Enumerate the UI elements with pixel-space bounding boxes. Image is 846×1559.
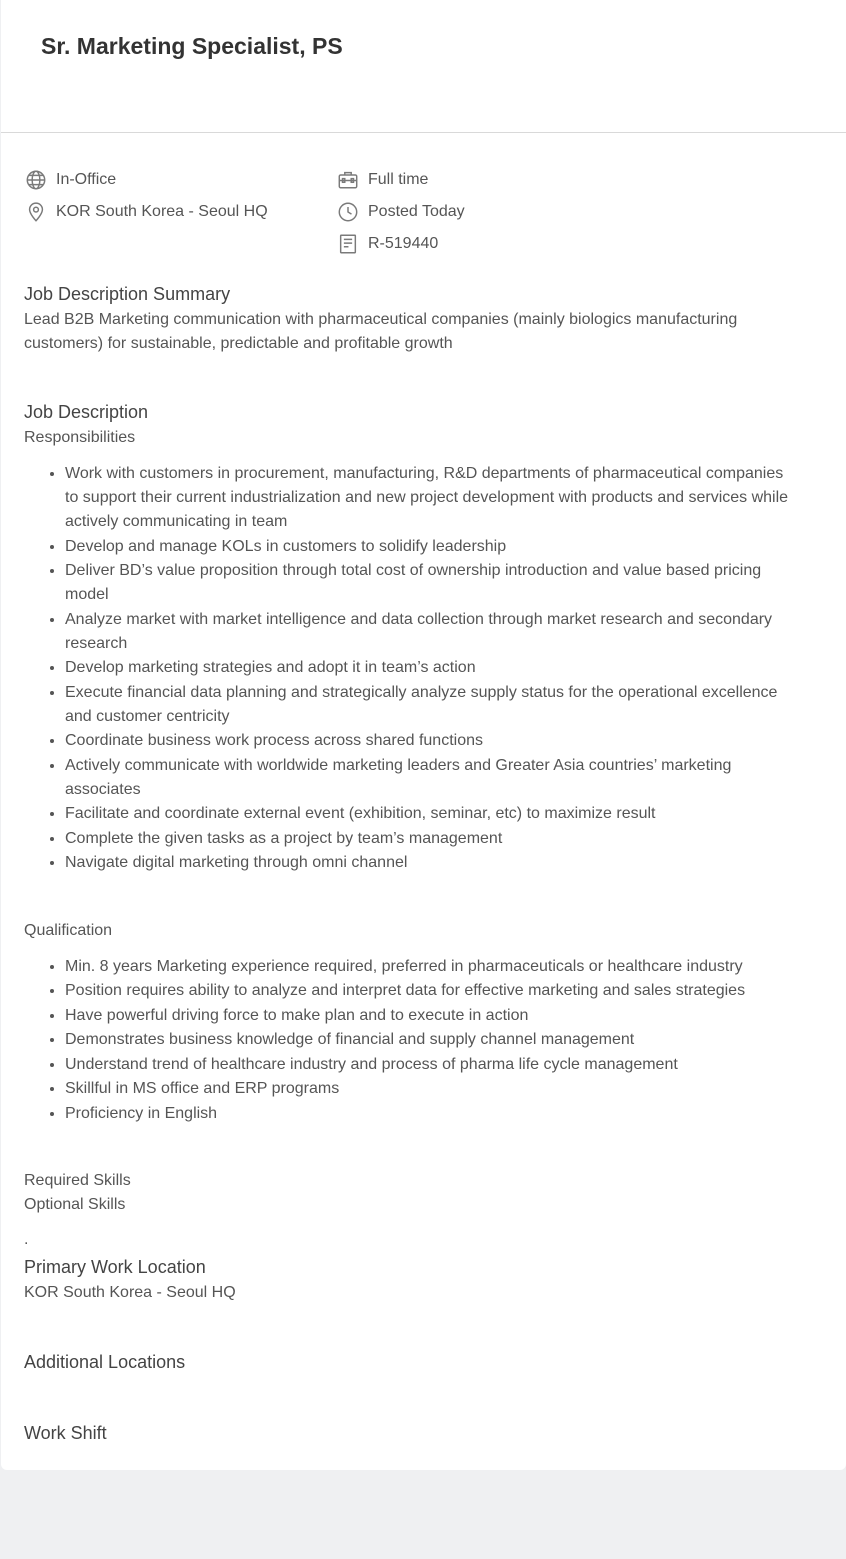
primary-location-value: KOR South Korea - Seoul HQ bbox=[24, 1284, 236, 1301]
list-item: • Analyze market with market intelligence and data collection through market research and secondary research bbox=[65, 608, 794, 656]
list-item: • Navigate digital marketing through omni channel bbox=[65, 851, 794, 875]
posted-date-value: Posted Today bbox=[368, 203, 465, 220]
description-heading: Job Description bbox=[24, 402, 149, 422]
employment-type bbox=[336, 164, 465, 196]
job-location bbox=[24, 196, 268, 228]
optional-skills-label: Optional Skills bbox=[24, 1196, 126, 1213]
list-item: • Facilitate and coordinate external event (exhibition, seminar, etc) to maximize result bbox=[65, 802, 794, 826]
required-skills-label: Required Skills bbox=[24, 1172, 131, 1189]
job-card bbox=[1, 0, 846, 1470]
briefcase-icon bbox=[336, 168, 360, 192]
list-item: • Execute financial data planning and strategically analyze supply status for the operational excellence and customer centricity bbox=[65, 681, 794, 729]
work-mode-value: In-Office bbox=[56, 171, 117, 188]
primary-location-heading: Primary Work Location bbox=[24, 1257, 206, 1277]
job-meta bbox=[24, 164, 824, 260]
clock-icon bbox=[336, 200, 360, 224]
location-pin-icon bbox=[24, 200, 48, 224]
work-mode bbox=[24, 164, 268, 196]
requisition-id-value: R-519440 bbox=[368, 235, 439, 252]
list-item: • Complete the given tasks as a project by team’s management bbox=[65, 827, 794, 851]
qualification-label: Qualification bbox=[24, 921, 113, 939]
globe-icon bbox=[24, 168, 48, 192]
separator-dot: . bbox=[24, 1231, 29, 1248]
job-content bbox=[24, 280, 794, 1447]
additional-locations-heading: Additional Locations bbox=[24, 1352, 186, 1372]
list-item: • Develop marketing strategies and adopt it in team’s action bbox=[65, 656, 794, 680]
responsibilities-label: Responsibilities bbox=[24, 429, 136, 446]
job-header bbox=[1, 0, 846, 133]
employment-type-value: Full time bbox=[368, 171, 429, 188]
list-item: • Coordinate business work process across shared functions bbox=[65, 729, 794, 753]
job-title: Sr. Marketing Specialist, PS bbox=[41, 33, 343, 59]
requisition-id bbox=[336, 228, 465, 260]
summary-heading: Job Description Summary bbox=[24, 284, 231, 304]
list-item: • Deliver BD’s value proposition through total cost of ownership introduction and value based pricing model bbox=[65, 559, 794, 607]
list-item: • Demonstrates business knowledge of financial and supply channel management bbox=[65, 1028, 794, 1052]
responsibilities-list bbox=[24, 462, 794, 875]
posted-date bbox=[336, 196, 465, 228]
list-item: • Work with customers in procurement, manufacturing, R&D departments of pharmaceutical companies to support their current industrialization and new project development with products and services while actively communicating in team bbox=[65, 462, 794, 534]
list-item: • Min. 8 years Marketing experience required, preferred in pharmaceuticals or healthcare industry bbox=[65, 955, 794, 979]
qualifications-list bbox=[24, 955, 794, 1126]
list-item: • Understand trend of healthcare industry and process of pharma life cycle management bbox=[65, 1053, 794, 1077]
document-icon bbox=[336, 232, 360, 256]
list-item: • Position requires ability to analyze and interpret data for effective marketing and sales strategies bbox=[65, 979, 794, 1003]
list-item: • Proficiency in English bbox=[65, 1102, 794, 1126]
work-shift-heading: Work Shift bbox=[24, 1423, 107, 1443]
list-item: • Have powerful driving force to make plan and to execute in action bbox=[65, 1004, 794, 1028]
list-item: • Develop and manage KOLs in customers to solidify leadership bbox=[65, 535, 794, 559]
summary-text: Lead B2B Marketing communication with pharmaceutical companies (mainly biologics manufacturing customers) for sustainable, predictable and profitable growth bbox=[24, 311, 738, 352]
list-item: • Actively communicate with worldwide marketing leaders and Greater Asia countries’ marketing associates bbox=[65, 754, 794, 802]
list-item: • Skillful in MS office and ERP programs bbox=[65, 1077, 794, 1101]
job-location-value: KOR South Korea - Seoul HQ bbox=[56, 203, 268, 220]
